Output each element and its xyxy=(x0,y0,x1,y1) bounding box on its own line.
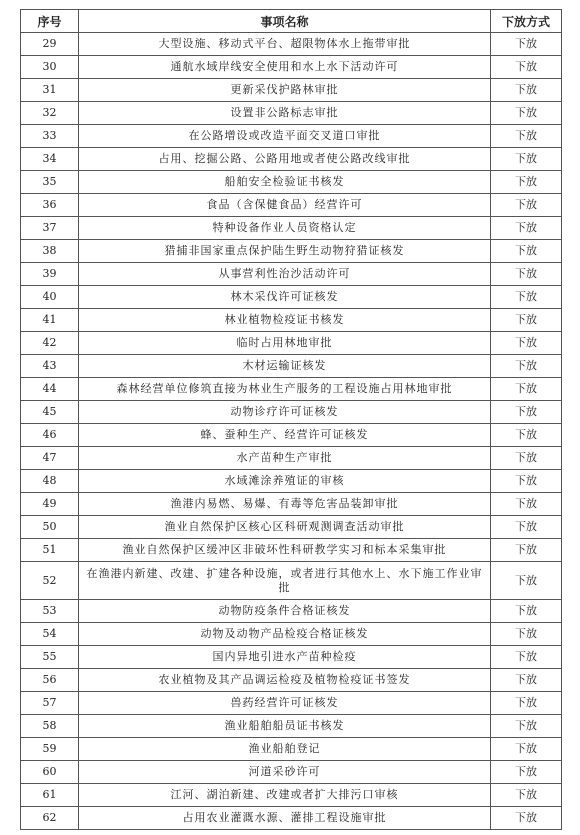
cell-serial-number: 30 xyxy=(21,56,79,79)
cell-devolution-method: 下放 xyxy=(491,600,562,623)
table-row xyxy=(21,332,562,355)
table-row xyxy=(21,715,562,738)
cell-item-name: 农业植物及其产品调运检疫及植物检疫证书签发 xyxy=(79,669,491,692)
cell-serial-number: 34 xyxy=(21,148,79,171)
cell-devolution-method: 下放 xyxy=(491,692,562,715)
cell-item-name: 渔业自然保护区缓冲区非破坏性科研教学实习和标本采集审批 xyxy=(79,539,491,562)
cell-devolution-method: 下放 xyxy=(491,738,562,761)
cell-devolution-method: 下放 xyxy=(491,33,562,56)
table-row xyxy=(21,309,562,332)
cell-serial-number: 44 xyxy=(21,378,79,401)
table-row xyxy=(21,102,562,125)
table-row xyxy=(21,493,562,516)
cell-item-name: 在渔港内新建、改建、扩建各种设施，或者进行其他水上、水下施工作业审批 xyxy=(79,562,491,600)
table-row xyxy=(21,56,562,79)
cell-serial-number: 51 xyxy=(21,539,79,562)
cell-serial-number: 29 xyxy=(21,33,79,56)
cell-item-name: 江河、湖泊新建、改建或者扩大排污口审核 xyxy=(79,784,491,807)
table-row xyxy=(21,600,562,623)
cell-item-name: 林业植物检疫证书核发 xyxy=(79,309,491,332)
table-row xyxy=(21,171,562,194)
table-row xyxy=(21,79,562,102)
table-row xyxy=(21,194,562,217)
cell-item-name: 兽药经营许可证核发 xyxy=(79,692,491,715)
cell-devolution-method: 下放 xyxy=(491,715,562,738)
cell-serial-number: 38 xyxy=(21,240,79,263)
cell-devolution-method: 下放 xyxy=(491,424,562,447)
cell-serial-number: 43 xyxy=(21,355,79,378)
table-row xyxy=(21,125,562,148)
cell-serial-number: 45 xyxy=(21,401,79,424)
table-row xyxy=(21,761,562,784)
cell-item-name: 动物及动物产品检疫合格证核发 xyxy=(79,623,491,646)
cell-serial-number: 58 xyxy=(21,715,79,738)
cell-devolution-method: 下放 xyxy=(491,102,562,125)
cell-devolution-method: 下放 xyxy=(491,623,562,646)
cell-serial-number: 46 xyxy=(21,424,79,447)
cell-devolution-method: 下放 xyxy=(491,447,562,470)
cell-item-name: 蜂、蚕种生产、经营许可证核发 xyxy=(79,424,491,447)
cell-serial-number: 62 xyxy=(21,807,79,830)
cell-serial-number: 41 xyxy=(21,309,79,332)
cell-devolution-method: 下放 xyxy=(491,79,562,102)
table-row xyxy=(21,646,562,669)
cell-devolution-method: 下放 xyxy=(491,539,562,562)
cell-devolution-method: 下放 xyxy=(491,355,562,378)
cell-item-name: 林木采伐许可证核发 xyxy=(79,286,491,309)
cell-serial-number: 35 xyxy=(21,171,79,194)
cell-item-name: 木材运输证核发 xyxy=(79,355,491,378)
table-row xyxy=(21,263,562,286)
cell-item-name: 大型设施、移动式平台、超限物体水上拖带审批 xyxy=(79,33,491,56)
cell-item-name: 动物防疫条件合格证核发 xyxy=(79,600,491,623)
cell-devolution-method: 下放 xyxy=(491,171,562,194)
cell-devolution-method: 下放 xyxy=(491,309,562,332)
table-row xyxy=(21,470,562,493)
cell-devolution-method: 下放 xyxy=(491,263,562,286)
cell-devolution-method: 下放 xyxy=(491,148,562,171)
cell-devolution-method: 下放 xyxy=(491,194,562,217)
cell-item-name: 渔业自然保护区核心区科研观测调查活动审批 xyxy=(79,516,491,539)
cell-item-name: 森林经营单位修筑直接为林业生产服务的工程设施占用林地审批 xyxy=(79,378,491,401)
cell-item-name: 通航水域岸线安全使用和水上水下活动许可 xyxy=(79,56,491,79)
table-row xyxy=(21,286,562,309)
cell-devolution-method: 下放 xyxy=(491,646,562,669)
table-row xyxy=(21,692,562,715)
cell-devolution-method: 下放 xyxy=(491,493,562,516)
cell-serial-number: 47 xyxy=(21,447,79,470)
table-row xyxy=(21,148,562,171)
cell-serial-number: 53 xyxy=(21,600,79,623)
cell-serial-number: 33 xyxy=(21,125,79,148)
cell-item-name: 在公路增设或改造平面交叉道口审批 xyxy=(79,125,491,148)
header-devolution-method: 下放方式 xyxy=(491,10,562,33)
cell-serial-number: 59 xyxy=(21,738,79,761)
cell-item-name: 动物诊疗许可证核发 xyxy=(79,401,491,424)
cell-devolution-method: 下放 xyxy=(491,56,562,79)
table-row xyxy=(21,240,562,263)
table-row xyxy=(21,738,562,761)
table-row xyxy=(21,807,562,830)
cell-devolution-method: 下放 xyxy=(491,217,562,240)
table-row xyxy=(21,424,562,447)
table-row xyxy=(21,355,562,378)
table-row xyxy=(21,516,562,539)
cell-serial-number: 52 xyxy=(21,562,79,600)
table-header-row xyxy=(21,10,562,33)
cell-item-name: 猎捕非国家重点保护陆生野生动物狩猎证核发 xyxy=(79,240,491,263)
cell-item-name: 占用、挖掘公路、公路用地或者使公路改线审批 xyxy=(79,148,491,171)
cell-devolution-method: 下放 xyxy=(491,332,562,355)
cell-serial-number: 39 xyxy=(21,263,79,286)
cell-item-name: 临时占用林地审批 xyxy=(79,332,491,355)
table-row xyxy=(21,401,562,424)
cell-devolution-method: 下放 xyxy=(491,807,562,830)
table-row xyxy=(21,539,562,562)
cell-serial-number: 36 xyxy=(21,194,79,217)
cell-item-name: 食品（含保健食品）经营许可 xyxy=(79,194,491,217)
cell-item-name: 设置非公路标志审批 xyxy=(79,102,491,125)
cell-serial-number: 55 xyxy=(21,646,79,669)
header-item-name: 事项名称 xyxy=(79,10,491,33)
cell-item-name: 国内异地引进水产苗种检疫 xyxy=(79,646,491,669)
cell-item-name: 从事营利性治沙活动许可 xyxy=(79,263,491,286)
cell-devolution-method: 下放 xyxy=(491,378,562,401)
cell-serial-number: 61 xyxy=(21,784,79,807)
table-row xyxy=(21,623,562,646)
cell-item-name: 水产苗种生产审批 xyxy=(79,447,491,470)
cell-serial-number: 31 xyxy=(21,79,79,102)
cell-item-name: 渔港内易燃、易爆、有毒等危害品装卸审批 xyxy=(79,493,491,516)
cell-devolution-method: 下放 xyxy=(491,240,562,263)
cell-item-name: 渔业船舶船员证书核发 xyxy=(79,715,491,738)
table-row xyxy=(21,217,562,240)
cell-devolution-method: 下放 xyxy=(491,669,562,692)
cell-item-name: 特种设备作业人员资格认定 xyxy=(79,217,491,240)
cell-serial-number: 48 xyxy=(21,470,79,493)
table-row xyxy=(21,784,562,807)
devolution-items-table-container xyxy=(20,9,561,830)
cell-serial-number: 60 xyxy=(21,761,79,784)
cell-serial-number: 50 xyxy=(21,516,79,539)
cell-devolution-method: 下放 xyxy=(491,286,562,309)
cell-devolution-method: 下放 xyxy=(491,470,562,493)
table-row xyxy=(21,669,562,692)
cell-item-name: 河道采砂许可 xyxy=(79,761,491,784)
cell-serial-number: 40 xyxy=(21,286,79,309)
cell-item-name: 船舶安全检验证书核发 xyxy=(79,171,491,194)
cell-devolution-method: 下放 xyxy=(491,562,562,600)
cell-devolution-method: 下放 xyxy=(491,784,562,807)
cell-serial-number: 37 xyxy=(21,217,79,240)
table-body xyxy=(21,33,562,830)
cell-serial-number: 56 xyxy=(21,669,79,692)
cell-serial-number: 49 xyxy=(21,493,79,516)
cell-item-name: 渔业船舶登记 xyxy=(79,738,491,761)
cell-devolution-method: 下放 xyxy=(491,761,562,784)
cell-serial-number: 32 xyxy=(21,102,79,125)
cell-serial-number: 54 xyxy=(21,623,79,646)
header-serial-number: 序号 xyxy=(21,10,79,33)
cell-serial-number: 57 xyxy=(21,692,79,715)
cell-item-name: 水域滩涂养殖证的审核 xyxy=(79,470,491,493)
table-row xyxy=(21,562,562,600)
table-row xyxy=(21,378,562,401)
table-row xyxy=(21,447,562,470)
cell-devolution-method: 下放 xyxy=(491,516,562,539)
cell-item-name: 占用农业灌溉水源、灌排工程设施审批 xyxy=(79,807,491,830)
cell-item-name: 更新采伐护路林审批 xyxy=(79,79,491,102)
devolution-items-table xyxy=(20,9,562,830)
cell-devolution-method: 下放 xyxy=(491,125,562,148)
table-row xyxy=(21,33,562,56)
cell-serial-number: 42 xyxy=(21,332,79,355)
cell-devolution-method: 下放 xyxy=(491,401,562,424)
